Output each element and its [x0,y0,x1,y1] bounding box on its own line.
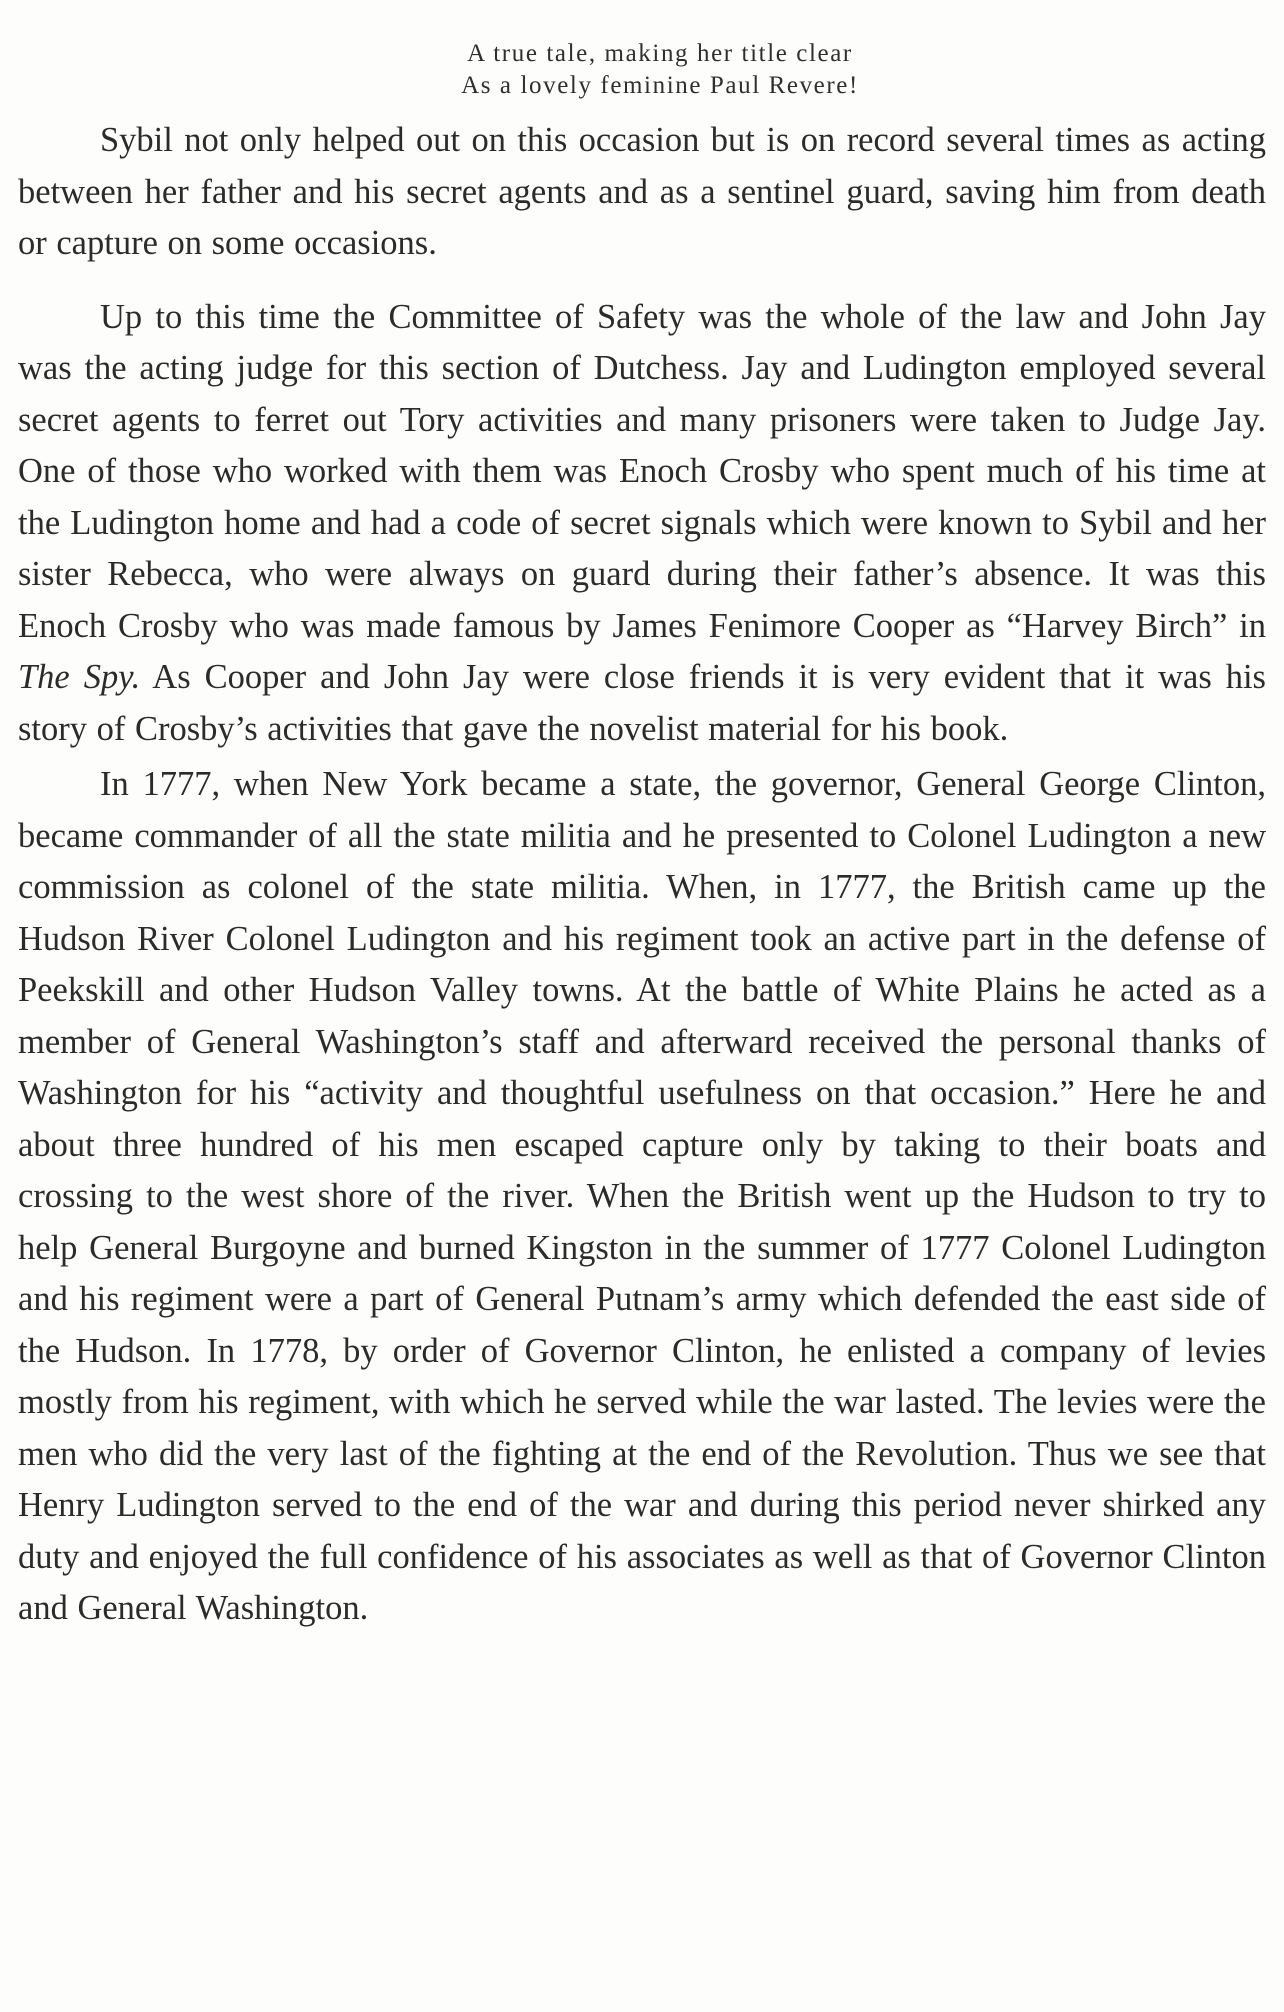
paragraph-text: As Cooper and John Jay were close friends it is very evident that it was his story of Crosby’s activities that gave the novelist material for his book. [18,658,1266,748]
paragraph-committee-of-safety [18,292,1266,756]
verse-couplet [280,38,1040,102]
paragraph-text: Up to this time the Committee of Safety was the whole of the law and John Jay was the acting judge for this section of Dutchess. Jay and Ludington employed several secret agents to ferret out Tory activities and many prisoners were taken to Judge Jay. One of those who worked with them was Enoch Crosby who spent much of his time at the Ludington home and had a code of secret signals which were known to Sybil and her sister Rebecca, who were always on guard during their father’s absence. It was this Enoch Crosby who was made famous by James Fenimore Cooper as “Harvey Birch” in [18,297,1266,645]
book-title: The Spy. [18,658,141,696]
paragraph-new-york-state: In 1777, when New York became a state, the governor, General George Clinton, became commander of all the state militia and he presented to Colonel Ludington a new commission as colonel of the state militia. When, in 1777, the British came up the Hudson River Colonel Ludington and his regiment took an active part in the defense of Peekskill and other Hudson Valley towns. At the battle of White Plains he acted as a member of General Washington’s staff and afterward received the personal thanks of Washington for his “activity and thoughtful usefulness on that occasion.” Here he and about three hundred of his men escaped capture only by taking to their boats and crossing to the west shore of the river. When the British went up the Hudson to try to help General Burgoyne and burned Kingston in the summer of 1777 Colonel Ludington and his regiment were a part of General Putnam’s army which defended the east side of the Hudson. In 1778, by order of Governor Clinton, he enlisted a company of levies mostly from his regiment, with which he served while the war lasted. The levies were the men who did the very last of the fighting at the end of the Revolution. Thus we see that Henry Ludington served to the end of the war and during this period never shirked any duty and enjoyed the full confidence of his associates as well as that of Governor Clinton and General Washington. [18,765,1266,1627]
verse-line-2: As a lovely feminine Paul Revere! [461,72,859,99]
paragraph-sybil-record: Sybil not only helped out on this occasion but is on record several times as acting between her father and his secret agents and as a sentinel guard, saving him from death or capture on some occasions. [18,121,1266,262]
verse-line-1: A true tale, making her title clear [467,40,853,67]
body-text [18,115,1266,1635]
